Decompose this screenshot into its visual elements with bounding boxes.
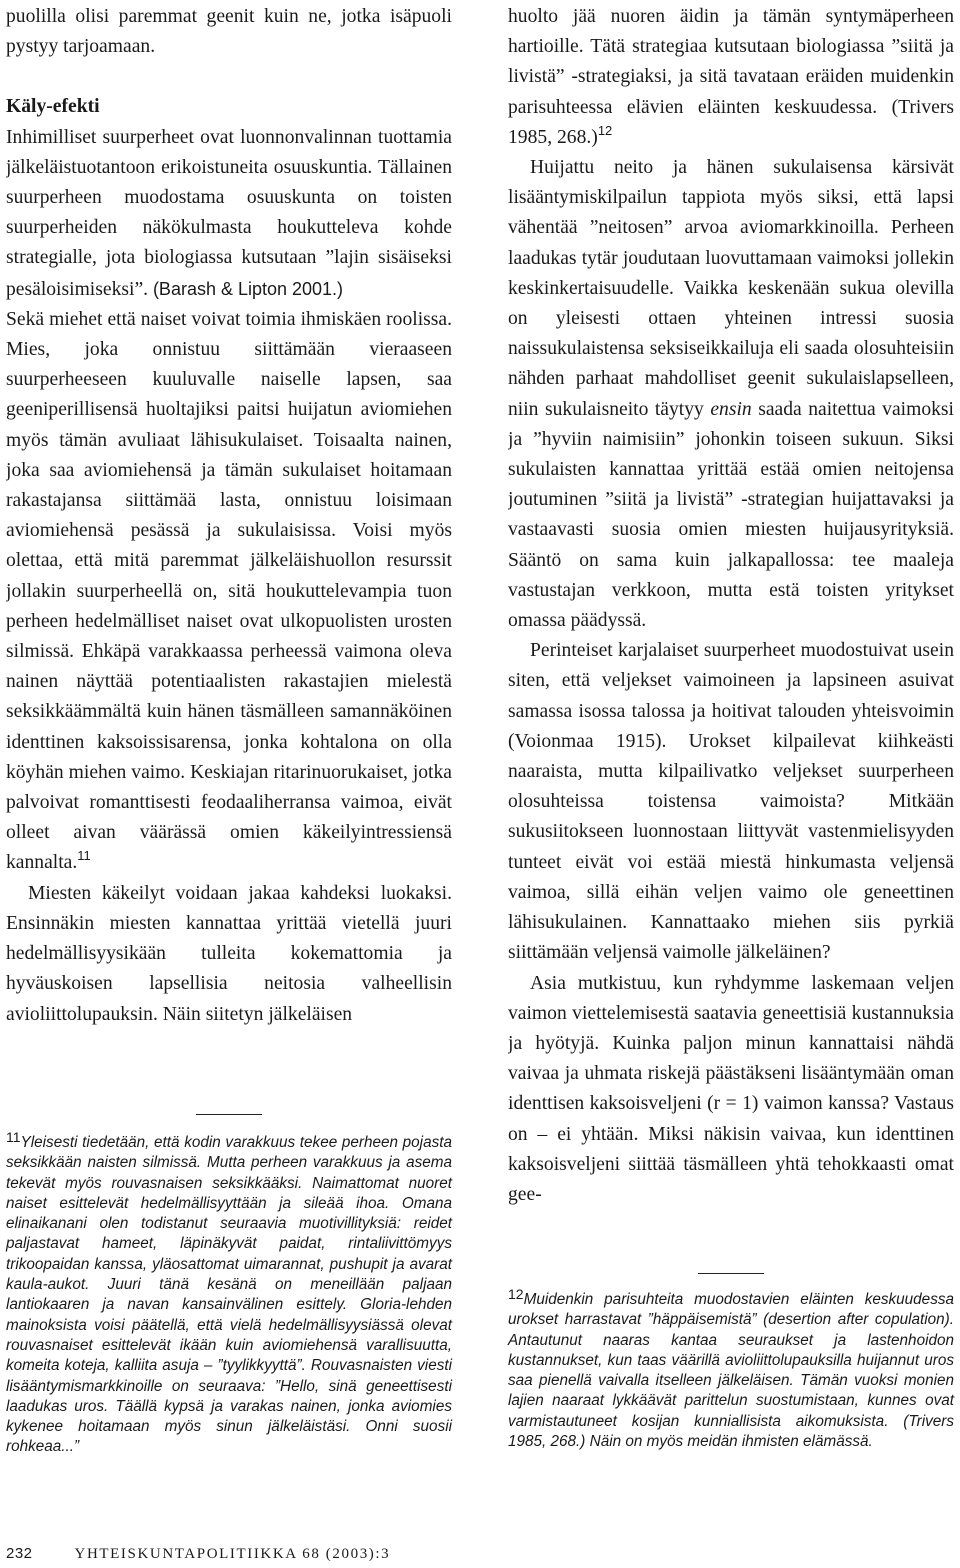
left-column (6, 2, 452, 1077)
section-heading: Käly-efekti (6, 96, 100, 118)
page-number: 232 (6, 1545, 33, 1562)
paragraph-asia-mutkistuu: Asia mutkistuu, kun ryhdymme laskemaan veljen vaimon viettelemisestä saatavia geneettisiä kustannuksia ja hyötyjä. Kuinka paljon minun kannattaisi nähdä vaivaa ja uhmata riskejä päästäkseni lisääntymään oman identtisen kaksoisveljeni (r = 1) vaimon kanssa? Vastaus on – ei yhtään. Miksi näkisin vaivaa, kun identtinen kaksoisveljeni siittää täsmälleen yhtä tehokkaasti omat gee- (508, 972, 954, 1205)
journal-title: YHTEISKUNTAPOLITIIKKA 68 (2003):3 (74, 1546, 391, 1562)
paragraph-karjalaiset: Perinteiset karjalaiset suurperheet muodostuivat usein siten, että veljekset vaimoineen ja lapsineen asuivat samassa isossa talossa ja hoitivat talouden yhteisvoimin (Voionmaa 1915). Urokset kilpailevat kiihkeästi naaraista, mutta kilpailivatko veljekset suurperheen olosuhteissa toistensa vaimoista? Mitkään sukusiitokseen luonnostaan liittyvät vastenmielisyyden tunteet eivät voi estää miestä hinkumasta veljensä vaimoa, sillä eihän veljen vaimo ole geneettinen lähisukulainen. Kannattaako miehen siis pyrkiä siittämään veljensä vaimolle jälkeläinen? (508, 640, 954, 964)
emphasis: ensin (710, 398, 752, 420)
paragraph-ihmiskaki (6, 305, 452, 879)
footnote-number: 11 (6, 1129, 21, 1145)
paragraph-text: huolto jää nuoren äidin ja tämän syntymäperheen hartioille. Tätä strategiaa kutsutaan biologiassa ”siitä ja livistä” -strategiaksi, ja sitä tavataan eräiden muidenkin parisuhteessa elävien eläinten keskuudessa. (508, 6, 954, 118)
paragraph-text: Sekä miehet että naiset voivat toimia ihmiskäen roolissa. Mies, joka onnistuu siittämään vieraaseen suurperheeseen kuuluvalle naiselle lapsen, saa geeniperillisensä huoltajiksi paitsi huijatun aviomiehen myös tämän avuliaat lähisukulaiset. Toisaalta nainen, joka saa aviomiehensä ja tämän sukulaiset hoitamaan rakastajansa siittämää lasta, onnistuu loisimaan aviomiehensä pesässä ja sukulaisissa. Voisi myös olettaa, että mitä paremmat jälkeläishuollon resurssit jollakin suurperheellä on, sitä houkuttelevampia tuon perheen hedelmälliset naiset ovat ulkopuolisten urosten silmissä. Ehkäpä varakkaassa perheessä vaimona oleva nainen näyttää potentiaalisten rakastajien mielestä seksikkäämmältä kuin hänen täsmälleen samannäköinen identtinen kaksoissisarensa, jonka kohtalona on olla köyhän miehen vaimo. Keskiajan ritarinuorukaiset, jotka palvoivat romanttisesti feodaaliherransa vaimoa, eivät olleet aivan väärässä omien käkeilyintressiensä kannalta. (6, 308, 452, 874)
footnote-text: Muidenkin parisuhteita muodostavien eläinten keskuudessa urokset harrastavat ”häppäisemistä” (desertion after copulation). Antautunut naaras kantaa seuraukset ja lastenhoidon kustannukset, kun taas väärillä avioliittolupauksilla huijannut uros saa pienellä vaivalla itselleen jälkeläisen. Tämän vuoksi monien lajien naaraat lykkäävät parittelun suostumistaan, kunnes ovat varmistautuneet kosijan kunniallisista aikomuksista. (Trivers 1985, 268.) Näin on myös meidän ihmisten elämässä. (508, 1291, 954, 1451)
footnote-text: Yleisesti tiedetään, että kodin varakkuus tekee perheen pojasta seksikkään naisten silmissä. Mutta perheen varakkuus ja asema tekevät myös rouvasnaisen seksikkääksi. Naimattomat nuoret naiset esittelevät hedelmällisyyttään ja sileää ihoa. Omana elinaikanani olen todistanut seuraavia muotivillityksiä: reidet paljastavat hameet, läpinäkyvät paidat, rintaliivittömyys trikoopaidan kanssa, yläosattomat uimarannat, pushupit ja avarat kaula-aukot. Juuri tänä kesänä on meneillään paljaan lantiokaaren ja navan kansainvälinen esittely. Gloria-lehden mainoksista voisi päätellä, että vielä hedelmällisyysiässä olevat rouvasnaiset esittelevät ikään kuin aviomiehensä varallisuutta, komeita koteja, kalliita asuja – ”tyylikkyyttä”. Rouvasnaisten viesti lisääntymismarkkinoille on seuraava: ”Hello, sinä geneettisesti laadukas uros. Täällä kypsä ja varakas nainen, jonka aviomies kykenee hoitamaan myös sinun jälkeläistäsi. Onni suosii rohkeaa...” (6, 1134, 452, 1456)
paragraph-suurperheet (6, 123, 452, 305)
citation: (Trivers 1985, 268.) (508, 96, 954, 148)
footnote-block-11 (6, 1114, 452, 1458)
paragraph-kakeilyt: Miesten käkeilyt voidaan jakaa kahdeksi luokaksi. Ensinnäkin miesten kannattaa yrittää vietellä juuri hedelmällisyysikään tulleita kokemattomia ja hyväuskoisen lapsellisia neitosia valheellisin avioliittolupauksin. Näin siitetyn jälkeläisen (6, 882, 452, 1025)
right-column-text (508, 2, 954, 1277)
citation: (Barash & Lipton 2001.) (152, 278, 344, 299)
footnote-number: 12 (508, 1286, 524, 1302)
footnote-block-12 (508, 1273, 954, 1452)
right-column (508, 2, 954, 1277)
paragraph-text: Huijattu neito ja hänen sukulaisensa kärsivät lisääntymiskilpailun tappiota myös siksi, että lapsi vähentää ”neitosen” arvoa aviomarkkinoilla. Perheen laadukas tytär joudutaan luovuttamaan vaimoksi jollekin keskinkertaisuudelle. Vaikka keskenään sukua olevilla on yleisesti ottaen yhteinen intressi suosia naissukulaistensa seksiseikkailuja eli saada olosuhteisiin nähden parhaat mahdolliset geenit sukulaislapselleen, niin sukulaisneito täytyy (508, 157, 954, 420)
footnote-ref-11[interactable]: 11 (77, 848, 91, 864)
paragraph-text: saada naitettua vaimoksi ja ”hyviin naimisiin” johonkin toiseen sukuun. Siksi sukulaisten kannattaa yrittää estää omien neitojensa joutuminen ”siitä ja livistä” -strategian huijattavaksi ja vastaavasti suosia omien miesten huijausyrityksiä. Sääntö on sama kuin jalkapallossa: tee maaleja vastustajan verkkoon, mutta estä toisten yritykset omassa päädyssä. (508, 398, 954, 632)
paragraph-huolto (508, 2, 954, 153)
intro-paragraph: puolilla olisi paremmat geenit kuin ne, jotka isäpuoli pystyy tarjoamaan. (6, 6, 452, 58)
footnote-divider (196, 1114, 262, 1115)
footnote-ref-12[interactable]: 12 (597, 122, 613, 138)
left-column-text (6, 2, 452, 1077)
paragraph-huijattu-neito (508, 153, 954, 636)
footnote-divider (698, 1273, 764, 1274)
footnote-12 (508, 1286, 954, 1452)
paragraph-text: Inhimilliset suurperheet ovat luonnonvalinnan tuottamia jälkeläistuotantoon erikoistuneita osuuskuntia. Tällainen suurperheen muodostama osuuskunta on toisten suurperheiden näkökulmasta houkutteleva kohde strategialle, jota biologiassa kutsutaan ”lajin sisäiseksi pesäloisimiseksi”. (6, 126, 452, 300)
footnote-11 (6, 1129, 452, 1458)
page-footer (6, 1545, 446, 1563)
